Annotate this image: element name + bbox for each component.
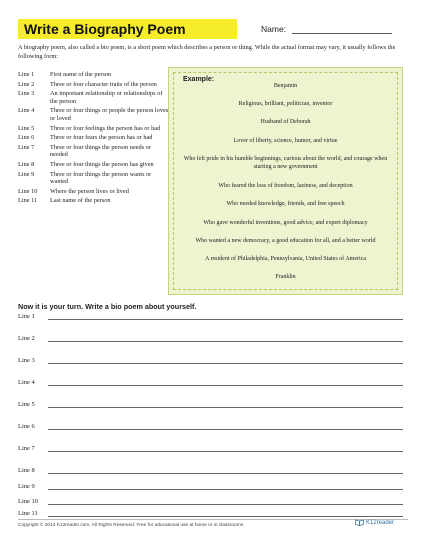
format-item — [18, 134, 170, 142]
brand-logo[interactable] — [355, 519, 394, 526]
example-line: Who feared the loss of freedom, laziness, and deception — [218, 183, 353, 189]
write-line-row — [18, 508, 403, 517]
example-box — [168, 67, 403, 295]
write-line-label: Line 1 — [18, 313, 35, 320]
example-line: Who felt pride in his humble beginnings, curious about the world, and courage when starting a new government — [183, 156, 388, 170]
format-line-text: Three or four character traits of the person — [50, 80, 157, 88]
example-line: A resident of Philadelphia, Pennsylvania, United States of America — [205, 256, 366, 262]
example-line: Religious, brilliant, politician, inventor — [238, 101, 333, 107]
write-line-field[interactable] — [48, 355, 403, 364]
write-line-row — [18, 377, 403, 386]
example-line: Franklin — [275, 274, 296, 280]
format-item — [18, 125, 170, 133]
format-line-label: Line 10 — [18, 187, 38, 195]
footer-divider — [18, 519, 408, 520]
example-label: Example: — [183, 76, 215, 83]
format-item — [18, 144, 170, 159]
write-line-label: Line 3 — [18, 357, 35, 364]
format-item — [18, 90, 170, 105]
writing-prompt: Now it is your turn. Write a bio poem about yourself. — [18, 302, 197, 311]
format-line-label: Line 7 — [18, 143, 35, 151]
example-line: Benjamin — [273, 83, 298, 89]
write-line-field[interactable] — [48, 465, 403, 474]
write-line-field[interactable] — [48, 399, 403, 408]
format-line-label: Line 4 — [18, 107, 35, 115]
write-line-label: Line 11 — [18, 510, 38, 517]
write-line-field[interactable] — [48, 443, 403, 452]
write-line-field[interactable] — [48, 481, 403, 490]
format-line-label: Line 9 — [18, 170, 35, 178]
format-line-text: Three or four things or people the person loves or loved — [50, 107, 169, 122]
write-line-label: Line 2 — [18, 335, 35, 342]
format-item — [18, 161, 170, 169]
format-item — [18, 171, 170, 186]
example-line: Who gave wonderful inventions, good advice, and expert diplomacy — [203, 220, 368, 226]
write-line-row — [18, 421, 403, 430]
format-line-text: Last name of the person — [50, 197, 111, 205]
write-line-field[interactable] — [48, 496, 403, 505]
format-line-label: Line 11 — [18, 197, 38, 205]
example-line: Lover of liberty, science, humor, and virtue — [233, 138, 338, 144]
example-line: Who needed knowledge, friends, and free speech — [226, 201, 345, 207]
format-line-label: Line 2 — [18, 80, 35, 88]
format-line-text: Three or four things the person needs or needed — [50, 143, 151, 159]
format-item — [18, 107, 170, 122]
format-item — [18, 197, 170, 205]
page-title: Write a Biography Poem — [24, 21, 186, 37]
write-line-row — [18, 311, 403, 320]
format-line-label: Line 6 — [18, 134, 35, 142]
format-line-label: Line 1 — [18, 71, 35, 78]
format-line-text: Where the person lives or lived — [50, 187, 129, 195]
example-line: Who wanted a new democracy, a good education for all, and a better world — [195, 238, 376, 244]
format-line-label: Line 8 — [18, 160, 35, 168]
name-label: Name: — [261, 24, 287, 34]
write-line-field[interactable] — [48, 508, 403, 517]
format-line-text: Three or four fears the person has or had — [50, 134, 153, 142]
write-line-label: Line 6 — [18, 423, 35, 430]
write-line-label: Line 4 — [18, 379, 35, 386]
write-line-row — [18, 465, 403, 474]
write-line-field[interactable] — [48, 333, 403, 342]
format-item — [18, 71, 170, 79]
intro-paragraph: A biography poem, also called a bio poem, is a short poem which describes a person or thing. While the actual format may vary, it usually follows the following form: — [18, 44, 396, 60]
write-line-row — [18, 355, 403, 364]
write-line-label: Line 8 — [18, 467, 35, 474]
format-item — [18, 188, 170, 196]
format-line-text: Three or four things the person has given — [50, 160, 154, 168]
write-line-field[interactable] — [48, 311, 403, 320]
write-line-label: Line 9 — [18, 483, 35, 490]
format-line-label: Line 5 — [18, 124, 35, 132]
write-line-row — [18, 481, 403, 490]
write-line-label: Line 10 — [18, 498, 39, 505]
write-line-field[interactable] — [48, 377, 403, 386]
format-line-text: Three or four things the person wants or wanted — [50, 170, 152, 186]
book-icon — [355, 519, 364, 526]
format-item — [18, 81, 170, 89]
format-list — [18, 71, 170, 207]
write-line-field[interactable] — [48, 421, 403, 430]
format-line-label: Line 3 — [18, 90, 35, 98]
write-line-row — [18, 443, 403, 452]
logo-text: K12reader — [366, 519, 395, 526]
format-line-text: An important relationship or relationships of the person — [50, 90, 163, 105]
write-line-row — [18, 333, 403, 342]
write-line-label: Line 7 — [18, 445, 35, 452]
example-line: Husband of Deborah — [260, 119, 311, 125]
format-line-text: Three or four feelings the person has or had — [50, 124, 161, 132]
write-line-row — [18, 496, 403, 505]
write-line-label: Line 5 — [18, 401, 35, 408]
name-field[interactable] — [292, 24, 392, 34]
name-field-row — [261, 24, 392, 34]
format-line-text: First name of the person — [50, 71, 112, 78]
copyright-footer: Copyright © 2014 K12reader.com. All Rights Reserved. Free for educational use at home or in classrooms. — [18, 523, 245, 528]
write-line-row — [18, 399, 403, 408]
title-banner — [18, 19, 237, 39]
